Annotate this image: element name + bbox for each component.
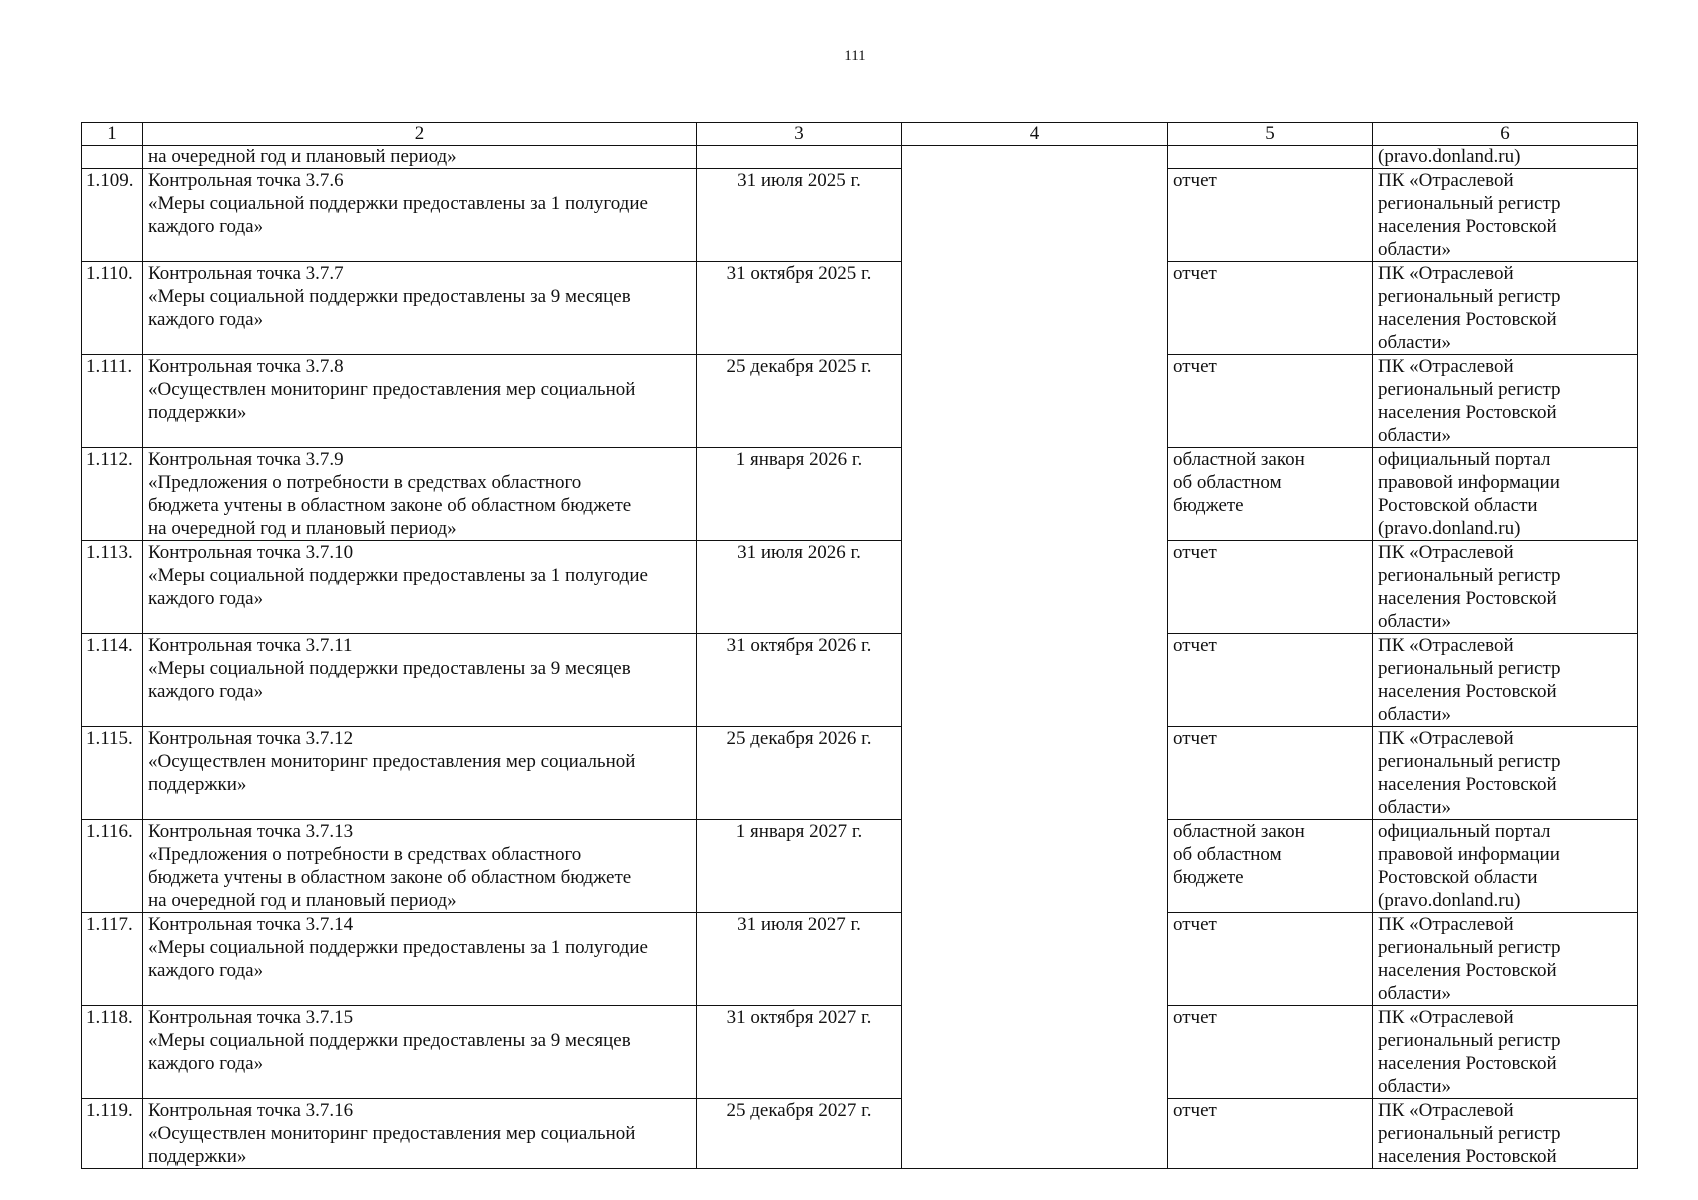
- info-source-cell: [1373, 1099, 1638, 1169]
- info-source-line: правовой информации: [1378, 844, 1560, 865]
- control-point-line: «Предложения о потребности в средствах областного: [148, 844, 582, 865]
- deadline-date: 31 июля 2026 г.: [697, 541, 902, 634]
- info-source-cell: [1373, 727, 1638, 820]
- control-point-cell: [143, 541, 697, 634]
- info-source-line: ПК «Отраслевой: [1378, 542, 1514, 563]
- control-point-line: Контрольная точка 3.7.13: [148, 821, 354, 842]
- info-source-line: области»: [1378, 239, 1452, 260]
- document-type-cell: [1168, 169, 1373, 262]
- info-source-line: населения Ростовской: [1378, 1146, 1557, 1167]
- info-source-line: региональный регистр: [1378, 751, 1561, 772]
- table-row: [82, 355, 1638, 448]
- control-point-line: Контрольная точка 3.7.15: [148, 1007, 354, 1028]
- control-point-line: поддержки»: [148, 774, 247, 795]
- document-type-line: об областном: [1173, 844, 1282, 865]
- control-point-line: Контрольная точка 3.7.11: [148, 635, 353, 656]
- page-number: 111: [844, 48, 866, 64]
- document-type-cell: [1168, 913, 1373, 1006]
- responsible-column-cell: [902, 146, 1168, 1169]
- deadline-date: 1 января 2027 г.: [697, 820, 902, 913]
- document-type-cell: [1168, 541, 1373, 634]
- deadline-date: 31 июля 2027 г.: [697, 913, 902, 1006]
- document-type-line: отчет: [1173, 728, 1217, 749]
- control-point-line: каждого года»: [148, 681, 264, 702]
- info-source-line: ПК «Отраслевой: [1378, 914, 1514, 935]
- document-type-cell: [1168, 727, 1373, 820]
- header-cell: 3: [697, 123, 902, 146]
- document-type-line: отчет: [1173, 263, 1217, 284]
- control-point-line: каждого года»: [148, 960, 264, 981]
- control-point-line: Контрольная точка 3.7.10: [148, 542, 354, 563]
- row-number: 1.110.: [82, 262, 143, 355]
- table-row: [82, 913, 1638, 1006]
- table-row: [82, 727, 1638, 820]
- control-point-line: «Меры социальной поддержки предоставлены за 9 месяцев: [148, 286, 631, 307]
- deadline-date: 25 декабря 2025 г.: [697, 355, 902, 448]
- control-point-cell: [143, 169, 697, 262]
- info-source-line: области»: [1378, 425, 1452, 446]
- control-point-cell: [143, 448, 697, 541]
- table-row: [82, 634, 1638, 727]
- control-point-line: Контрольная точка 3.7.6: [148, 170, 344, 191]
- info-source-line: населения Ростовской: [1378, 402, 1557, 423]
- info-source-line: официальный портал: [1378, 449, 1551, 470]
- control-point-line: Контрольная точка 3.7.14: [148, 914, 354, 935]
- table-row: [82, 448, 1638, 541]
- deadline-date: 25 декабря 2027 г.: [697, 1099, 902, 1169]
- control-point-cell: [143, 1099, 697, 1169]
- info-source-cell: [1373, 820, 1638, 913]
- row-number: 1.111.: [82, 355, 143, 448]
- info-source-cell: [1373, 262, 1638, 355]
- deadline-date: 25 декабря 2026 г.: [697, 727, 902, 820]
- info-source-line: населения Ростовской: [1378, 1053, 1557, 1074]
- table-row: [82, 820, 1638, 913]
- info-source-cell: [1373, 541, 1638, 634]
- info-source-line: региональный регистр: [1378, 658, 1561, 679]
- deadline-date: 31 октября 2027 г.: [697, 1006, 902, 1099]
- control-point-line: «Меры социальной поддержки предоставлены за 9 месяцев: [148, 658, 631, 679]
- control-point-line: «Осуществлен мониторинг предоставления мер социальной: [148, 379, 636, 400]
- control-point-cell: [143, 634, 697, 727]
- control-point-cell: [143, 262, 697, 355]
- info-source-cell: [1373, 448, 1638, 541]
- info-source-line: ПК «Отраслевой: [1378, 728, 1514, 749]
- document-type-line: отчет: [1173, 635, 1217, 656]
- document-type-line: отчет: [1173, 1007, 1217, 1028]
- control-point-line: «Меры социальной поддержки предоставлены за 1 полугодие: [148, 193, 648, 214]
- row-number: 1.109.: [82, 169, 143, 262]
- info-source-line: области»: [1378, 332, 1452, 353]
- control-points-table: [81, 122, 1638, 1169]
- control-point-line: «Осуществлен мониторинг предоставления мер социальной: [148, 1123, 636, 1144]
- row-number: 1.116.: [82, 820, 143, 913]
- info-source-line: региональный регистр: [1378, 565, 1561, 586]
- info-source-line: населения Ростовской: [1378, 960, 1557, 981]
- info-source-line: Ростовской области: [1378, 867, 1538, 888]
- control-point-cell: [143, 820, 697, 913]
- row-number: 1.115.: [82, 727, 143, 820]
- control-point-line: бюджета учтены в областном законе об областном бюджете: [148, 495, 632, 516]
- header-cell: 6: [1373, 123, 1638, 146]
- continuation-text-cell: на очередной год и плановый период»: [143, 146, 697, 169]
- info-source-line: населения Ростовской: [1378, 774, 1557, 795]
- continuation-date-cell: [697, 146, 902, 169]
- control-point-line: поддержки»: [148, 1146, 247, 1167]
- control-point-line: «Меры социальной поддержки предоставлены за 1 полугодие: [148, 565, 648, 586]
- info-source-line: ПК «Отраслевой: [1378, 356, 1514, 377]
- row-number: 1.117.: [82, 913, 143, 1006]
- info-source-cell: [1373, 355, 1638, 448]
- info-source-line: области»: [1378, 797, 1452, 818]
- info-source-line: населения Ростовской: [1378, 216, 1557, 237]
- info-source-line: ПК «Отраслевой: [1378, 1100, 1514, 1121]
- continuation-num-cell: [82, 146, 143, 169]
- deadline-date: 31 июля 2025 г.: [697, 169, 902, 262]
- info-source-line: правовой информации: [1378, 472, 1560, 493]
- continuation-row: [82, 146, 1638, 169]
- document-type-cell: [1168, 1099, 1373, 1169]
- info-source-line: населения Ростовской: [1378, 681, 1557, 702]
- control-point-line: «Меры социальной поддержки предоставлены за 1 полугодие: [148, 937, 648, 958]
- control-point-cell: [143, 1006, 697, 1099]
- deadline-date: 31 октября 2026 г.: [697, 634, 902, 727]
- document-type-line: бюджете: [1173, 495, 1244, 516]
- header-cell: 5: [1168, 123, 1373, 146]
- control-point-line: каждого года»: [148, 1053, 264, 1074]
- document-type-cell: [1168, 355, 1373, 448]
- continuation-source-cell: (pravo.donland.ru): [1373, 146, 1638, 169]
- document-type-cell: [1168, 448, 1373, 541]
- row-number: 1.114.: [82, 634, 143, 727]
- info-source-cell: [1373, 169, 1638, 262]
- info-source-line: региональный регистр: [1378, 1123, 1561, 1144]
- document-type-cell: [1168, 634, 1373, 727]
- document-type-line: об областном: [1173, 472, 1282, 493]
- info-source-line: области»: [1378, 611, 1452, 632]
- info-source-line: ПК «Отраслевой: [1378, 1007, 1514, 1028]
- document-type-line: отчет: [1173, 914, 1217, 935]
- info-source-cell: [1373, 1006, 1638, 1099]
- document-type-line: отчет: [1173, 1100, 1217, 1121]
- row-number: 1.113.: [82, 541, 143, 634]
- control-point-line: Контрольная точка 3.7.8: [148, 356, 344, 377]
- info-source-line: региональный регистр: [1378, 193, 1561, 214]
- table-row: [82, 169, 1638, 262]
- info-source-line: официальный портал: [1378, 821, 1551, 842]
- control-point-line: «Меры социальной поддержки предоставлены за 9 месяцев: [148, 1030, 631, 1051]
- control-point-line: Контрольная точка 3.7.9: [148, 449, 344, 470]
- info-source-line: ПК «Отраслевой: [1378, 263, 1514, 284]
- document-type-cell: [1168, 262, 1373, 355]
- control-point-line: каждого года»: [148, 216, 264, 237]
- header-cell: 4: [902, 123, 1168, 146]
- row-number: 1.119.: [82, 1099, 143, 1169]
- control-point-line: каждого года»: [148, 588, 264, 609]
- deadline-date: 31 октября 2025 г.: [697, 262, 902, 355]
- control-point-line: поддержки»: [148, 402, 247, 423]
- info-source-line: ПК «Отраслевой: [1378, 635, 1514, 656]
- info-source-line: области»: [1378, 1076, 1452, 1097]
- document-type-line: бюджете: [1173, 867, 1244, 888]
- control-point-line: каждого года»: [148, 309, 264, 330]
- control-point-line: Контрольная точка 3.7.16: [148, 1100, 354, 1121]
- info-source-line: региональный регистр: [1378, 286, 1561, 307]
- control-point-cell: [143, 355, 697, 448]
- row-number: 1.118.: [82, 1006, 143, 1099]
- control-point-cell: [143, 727, 697, 820]
- info-source-line: региональный регистр: [1378, 1030, 1561, 1051]
- document-type-line: областной закон: [1173, 821, 1305, 842]
- header-cell: 1: [82, 123, 143, 146]
- document-type-line: отчет: [1173, 170, 1217, 191]
- table-row: [82, 1006, 1638, 1099]
- table-row: [82, 541, 1638, 634]
- header-row: [82, 123, 1638, 146]
- info-source-line: региональный регистр: [1378, 379, 1561, 400]
- document-type-line: областной закон: [1173, 449, 1305, 470]
- document-type-line: отчет: [1173, 542, 1217, 563]
- control-point-line: Контрольная точка 3.7.7: [148, 263, 344, 284]
- document-type-line: отчет: [1173, 356, 1217, 377]
- control-point-line: на очередной год и плановый период»: [148, 890, 457, 911]
- info-source-line: области»: [1378, 983, 1452, 1004]
- control-point-line: на очередной год и плановый период»: [148, 518, 457, 539]
- info-source-line: населения Ростовской: [1378, 588, 1557, 609]
- control-point-line: Контрольная точка 3.7.12: [148, 728, 354, 749]
- document-type-cell: [1168, 1006, 1373, 1099]
- table-row: [82, 1099, 1638, 1169]
- info-source-line: (pravo.donland.ru): [1378, 518, 1521, 539]
- control-point-cell: [143, 913, 697, 1006]
- control-point-line: бюджета учтены в областном законе об областном бюджете: [148, 867, 632, 888]
- info-source-line: Ростовской области: [1378, 495, 1538, 516]
- control-point-line: «Осуществлен мониторинг предоставления мер социальной: [148, 751, 636, 772]
- table-row: [82, 262, 1638, 355]
- document-type-cell: [1168, 820, 1373, 913]
- info-source-line: ПК «Отраслевой: [1378, 170, 1514, 191]
- info-source-line: региональный регистр: [1378, 937, 1561, 958]
- info-source-line: области»: [1378, 704, 1452, 725]
- continuation-doc-cell: [1168, 146, 1373, 169]
- info-source-cell: [1373, 634, 1638, 727]
- control-point-line: «Предложения о потребности в средствах областного: [148, 472, 582, 493]
- deadline-date: 1 января 2026 г.: [697, 448, 902, 541]
- header-cell: 2: [143, 123, 697, 146]
- info-source-line: населения Ростовской: [1378, 309, 1557, 330]
- info-source-line: (pravo.donland.ru): [1378, 890, 1521, 911]
- info-source-cell: [1373, 913, 1638, 1006]
- row-number: 1.112.: [82, 448, 143, 541]
